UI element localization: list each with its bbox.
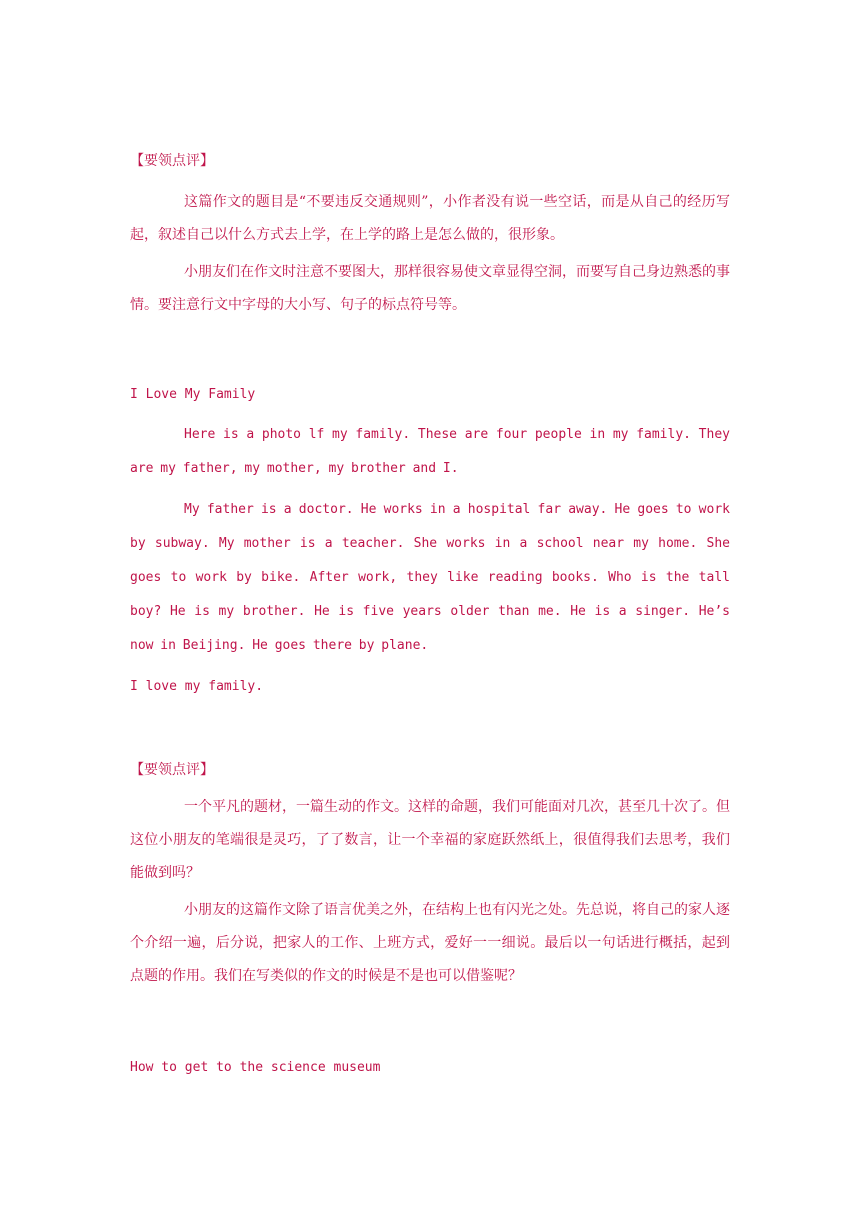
essay-body [130, 418, 730, 670]
section1-paragraph-1: 这篇作文的题目是“不要违反交通规则”，小作者没有说一些空话，而是从自己的经历写起，叙述自己以什么方式去上学，在上学的路上是怎么做的，很形象。 [130, 194, 730, 243]
section1-heading: 【要领点评】 [130, 153, 214, 169]
section1-paragraph-2: 小朋友们在作文时注意不要图大，那样很容易使文章显得空洞，而要写自己身边熟悉的事情。要注意行文中字母的大小写、句子的标点符号等。 [130, 264, 730, 313]
section2-paragraph-2: 小朋友的这篇作文除了语言优美之外，在结构上也有闪光之处。先总说，将自己的家人逐个介绍一遍，后分说，把家人的工作、上班方式，爱好一一细说。最后以一句话进行概括，起到点题的作用。我们在写类似的作文的时候是不是也可以借鉴呢？ [130, 902, 730, 984]
next-essay-title: How to get to the science museum [130, 1060, 381, 1075]
section1-body [130, 186, 730, 326]
section2-heading: 【要领点评】 [130, 762, 214, 778]
essay-closing: I love my family. [130, 679, 264, 694]
essay-paragraph-1: Here is a photo lf my family. These are four people in my family. They are my father, my mother, my brother and I. [130, 427, 730, 476]
section2-body [130, 791, 730, 997]
essay-title: I Love My Family [130, 387, 256, 402]
section2-paragraph-1: 一个平凡的题材，一篇生动的作文。这样的命题，我们可能面对几次，甚至几十次了。但这位小朋友的笔端很是灵巧，了了数言，让一个幸福的家庭跃然纸上，很值得我们去思考，我们能做到吗？ [130, 799, 730, 881]
essay-paragraph-2: My father is a doctor. He works in a hospital far away. He goes to work by subway. My mother is a teacher. She works in a school near my home. She goes to work by bike. After work, they like reading books. Who is the tall boy? He is my brother. He is five years older than me. He is a singer. He’s now in Beijing. He goes there by plane. [130, 502, 730, 653]
